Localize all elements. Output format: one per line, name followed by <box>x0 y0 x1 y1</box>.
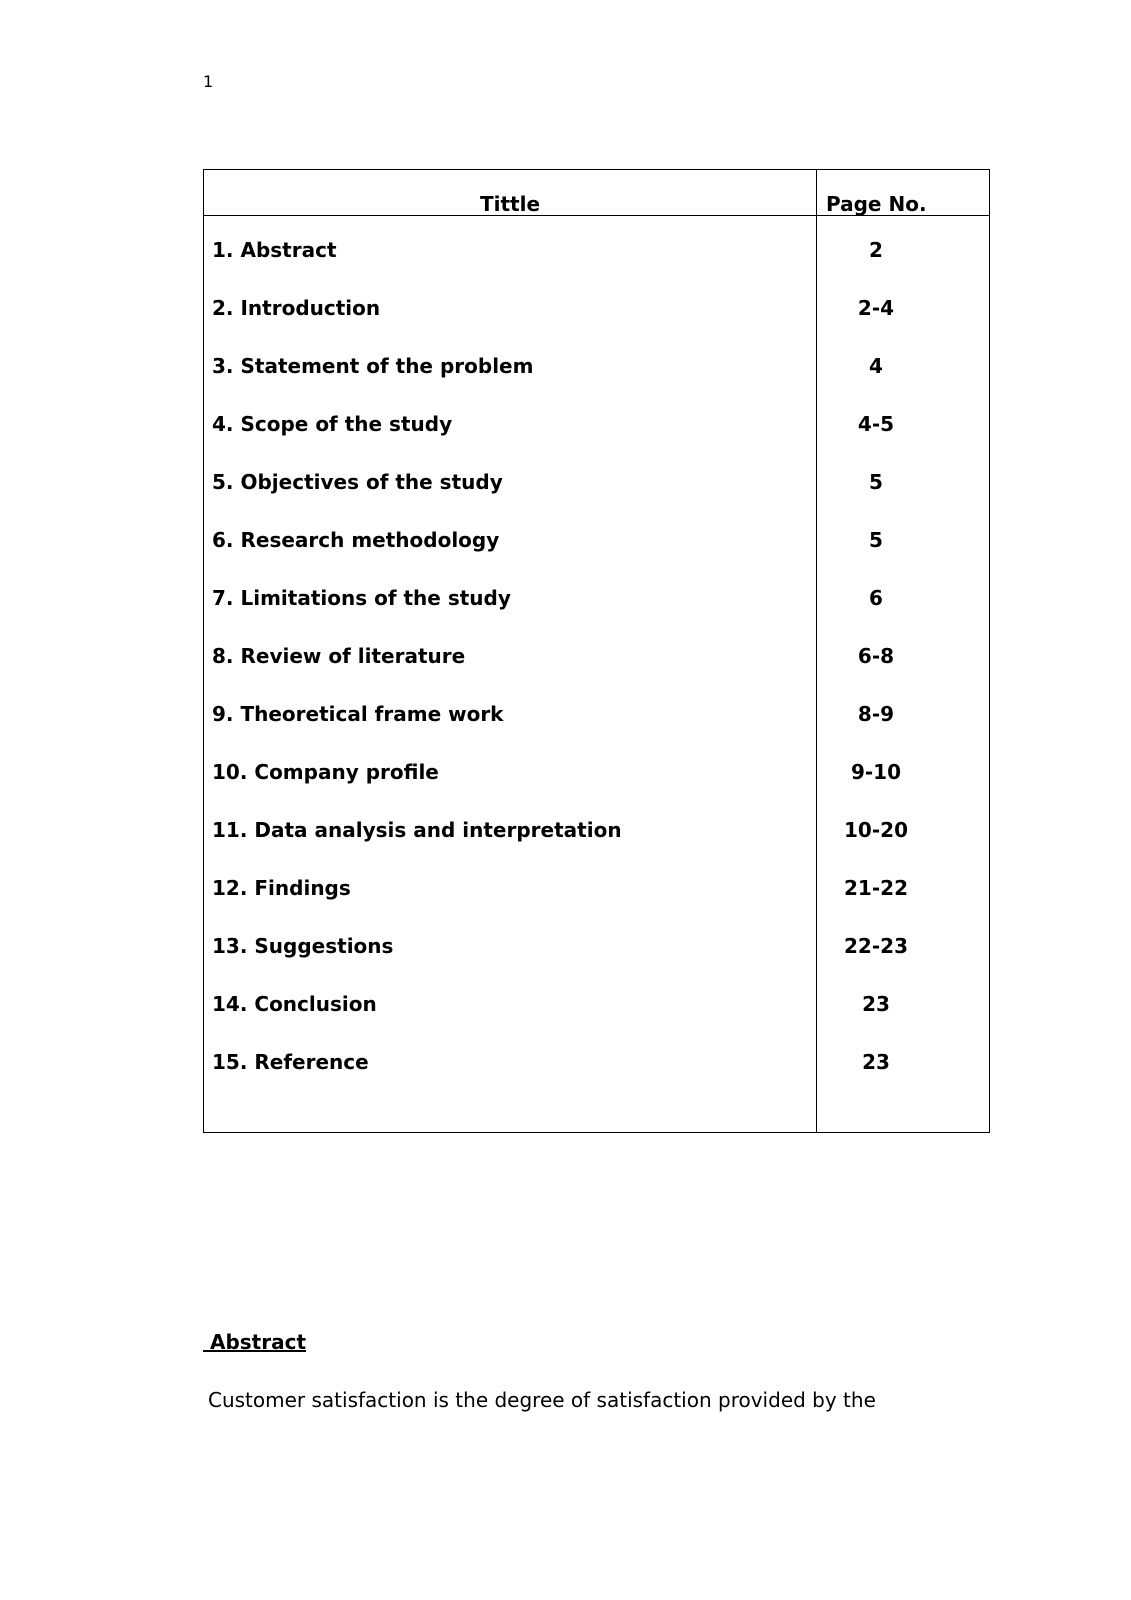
toc-header-title: Tittle <box>479 192 541 216</box>
toc-row-page: 21-22 <box>844 876 908 900</box>
toc-row-title: 5. Objectives of the study <box>212 470 503 494</box>
toc-row-title: 7. Limitations of the study <box>212 586 511 610</box>
toc-row-page: 6 <box>869 586 883 610</box>
toc-row <box>204 412 989 470</box>
toc-row <box>204 702 989 760</box>
toc-header-page: Page No. <box>826 192 927 216</box>
toc-row-page: 22-23 <box>844 934 908 958</box>
toc-row-title: 14. Conclusion <box>212 992 377 1016</box>
toc-row-page: 23 <box>862 992 890 1016</box>
toc-row-title: 15. Reference <box>212 1050 369 1074</box>
toc-row <box>204 760 989 818</box>
toc-row-page: 2-4 <box>857 296 895 320</box>
toc-row-page: 6-8 <box>857 644 895 668</box>
toc-row-page: 2 <box>869 238 883 262</box>
toc-row <box>204 296 989 354</box>
toc-row-page: 5 <box>869 528 883 552</box>
toc-row <box>204 528 989 586</box>
toc-row-title: 3. Statement of the problem <box>212 354 534 378</box>
table-of-contents <box>203 169 990 1133</box>
toc-row <box>204 586 989 644</box>
toc-row-page: 23 <box>862 1050 890 1074</box>
toc-row-page: 10-20 <box>844 818 908 842</box>
toc-row-title: 10. Company profile <box>212 760 439 784</box>
toc-row <box>204 876 989 934</box>
toc-row-title: 6. Research methodology <box>212 528 500 552</box>
toc-row-title: 1. Abstract <box>212 238 337 262</box>
toc-row-title: 11. Data analysis and interpretation <box>212 818 622 842</box>
toc-row-title: 13. Suggestions <box>212 934 394 958</box>
toc-row <box>204 238 989 296</box>
toc-row <box>204 934 989 992</box>
toc-row-page: 5 <box>869 470 883 494</box>
toc-row-title: 12. Findings <box>212 876 351 900</box>
toc-row <box>204 644 989 702</box>
toc-row-page: 8-9 <box>857 702 895 726</box>
toc-row-page: 9-10 <box>850 760 902 784</box>
abstract-text: Customer satisfaction is the degree of satisfaction provided by the <box>208 1388 876 1412</box>
toc-row-page: 4 <box>869 354 883 378</box>
toc-row-title: 9. Theoretical frame work <box>212 702 504 726</box>
toc-row-title: 8. Review of literature <box>212 644 466 668</box>
abstract-heading: Abstract <box>203 1330 306 1354</box>
toc-row <box>204 354 989 412</box>
toc-row-page: 4-5 <box>857 412 895 436</box>
toc-row <box>204 1050 989 1108</box>
page-number: 1 <box>203 72 214 91</box>
toc-row <box>204 470 989 528</box>
toc-row-title: 4. Scope of the study <box>212 412 453 436</box>
toc-row <box>204 992 989 1050</box>
toc-row <box>204 818 989 876</box>
toc-row-title: 2. Introduction <box>212 296 381 320</box>
